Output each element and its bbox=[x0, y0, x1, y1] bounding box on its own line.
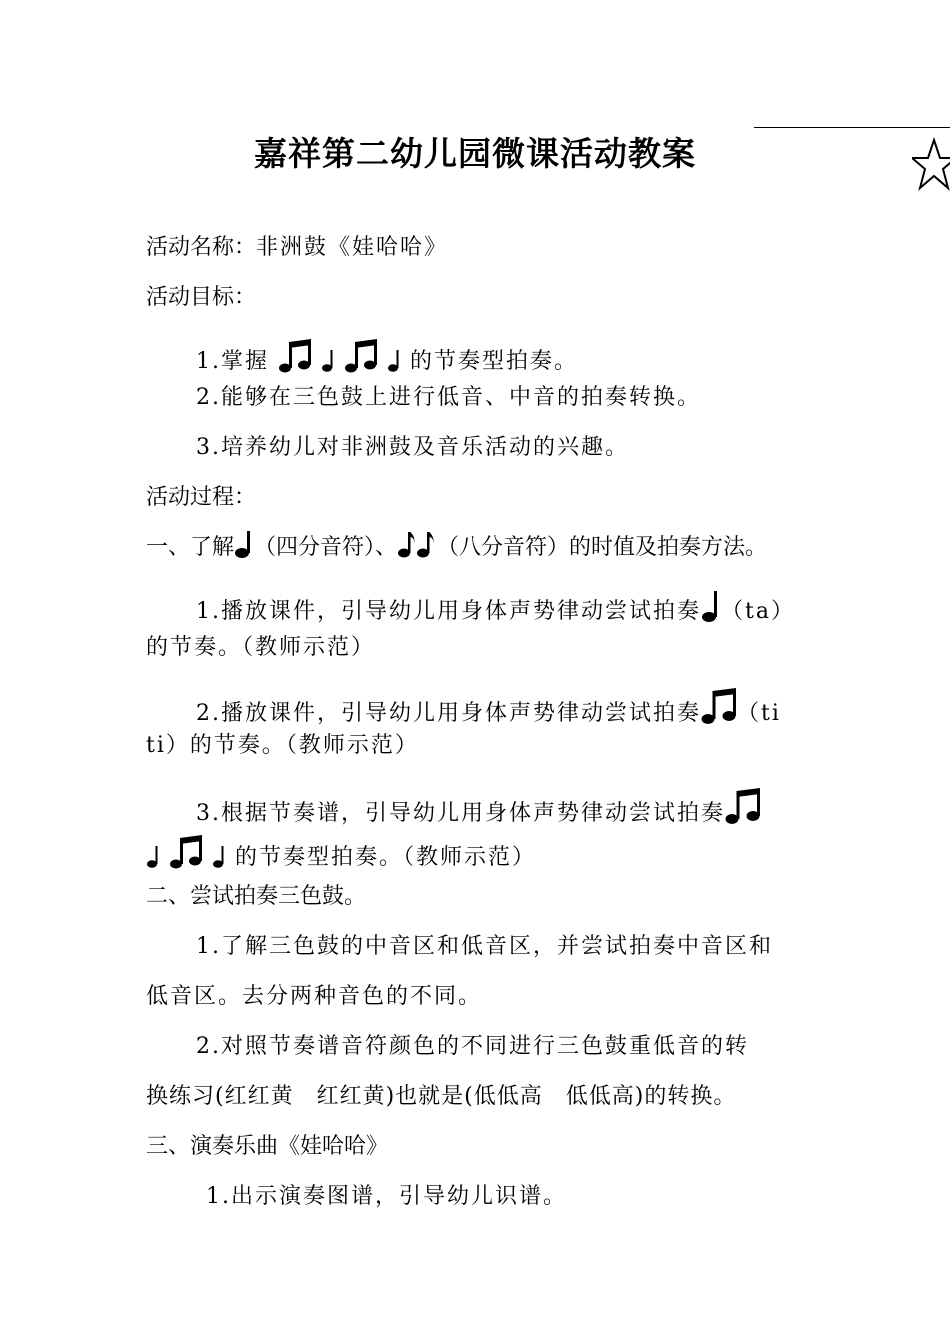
activity-name-value: 非洲鼓《娃哈哈》 bbox=[256, 235, 449, 260]
section1-part-a: 一、了解 bbox=[146, 535, 235, 560]
item-text: 1.播放课件，引导幼儿用身体声势律动尝试拍奏 bbox=[196, 599, 701, 624]
item-text: （ta） bbox=[721, 599, 795, 624]
list-item-cont: 换练习(红红黄 红红黄)也就是(低低高 低低高)的转换。 bbox=[146, 1084, 737, 1109]
list-item: 1.出示演奏图谱，引导幼儿识谱。 bbox=[206, 1184, 567, 1209]
item-text: 的节奏型拍奏。（教师示范） bbox=[235, 845, 537, 870]
quarter-note-icon bbox=[321, 338, 335, 374]
quarter-note-icon bbox=[701, 588, 721, 624]
section-heading-3: 三、演奏乐曲《娃哈哈》 bbox=[146, 1134, 389, 1159]
list-item-cont bbox=[146, 834, 536, 873]
list-item-cont: 低音区。去分两种音色的不同。 bbox=[146, 984, 483, 1009]
goal-item bbox=[196, 338, 578, 377]
eighth-notes-icon bbox=[169, 834, 203, 870]
activity-name-row bbox=[146, 233, 448, 263]
activity-name-label: 活动名称： bbox=[146, 235, 257, 260]
quarter-note-icon bbox=[146, 834, 160, 870]
list-item bbox=[196, 786, 761, 829]
section1-part-c: （八分音符）的时值及拍奏方法。 bbox=[437, 535, 768, 560]
section-heading-2: 二、尝试拍奏三色鼓。 bbox=[146, 884, 367, 909]
eighth-notes-icon bbox=[344, 338, 378, 374]
single-eighth-notes-icon bbox=[397, 530, 437, 560]
goals-label: 活动目标： bbox=[146, 285, 257, 310]
item-text: （ti bbox=[737, 701, 781, 726]
goal-suffix: 的节奏型拍奏。 bbox=[410, 349, 579, 374]
eighth-notes-icon bbox=[725, 786, 761, 826]
eighth-notes-icon bbox=[278, 338, 312, 374]
section1-part-b: （四分音符）、 bbox=[254, 535, 398, 560]
list-item bbox=[196, 588, 795, 627]
item-text: 3.根据节奏谱，引导幼儿用身体声势律动尝试拍奏 bbox=[196, 801, 725, 826]
list-item: 2.对照节奏谱音符颜色的不同进行三色鼓重低音的转 bbox=[196, 1034, 749, 1059]
eighth-notes-icon bbox=[701, 686, 737, 726]
list-item-cont: ti）的节奏。（教师示范） bbox=[146, 733, 419, 758]
goal-item: 2.能够在三色鼓上进行低音、中音的拍奏转换。 bbox=[196, 385, 701, 410]
list-item: 1.了解三色鼓的中音区和低音区，并尝试拍奏中音区和 bbox=[196, 934, 773, 959]
section-heading-1 bbox=[146, 530, 767, 563]
quarter-note-icon bbox=[387, 338, 401, 374]
quarter-note-icon bbox=[234, 530, 254, 560]
list-item-cont: 的节奏。（教师示范） bbox=[146, 635, 376, 660]
list-item bbox=[196, 686, 781, 729]
item-text: 2.播放课件，引导幼儿用身体声势律动尝试拍奏 bbox=[196, 701, 701, 726]
quarter-note-icon bbox=[212, 834, 226, 870]
goal-prefix: 1.掌握 bbox=[196, 349, 269, 374]
page-title: 嘉祥第二幼儿园微课活动教案 bbox=[254, 134, 696, 173]
goal-item: 3.培养幼儿对非洲鼓及音乐活动的兴趣。 bbox=[196, 435, 629, 460]
process-label: 活动过程： bbox=[146, 485, 257, 510]
